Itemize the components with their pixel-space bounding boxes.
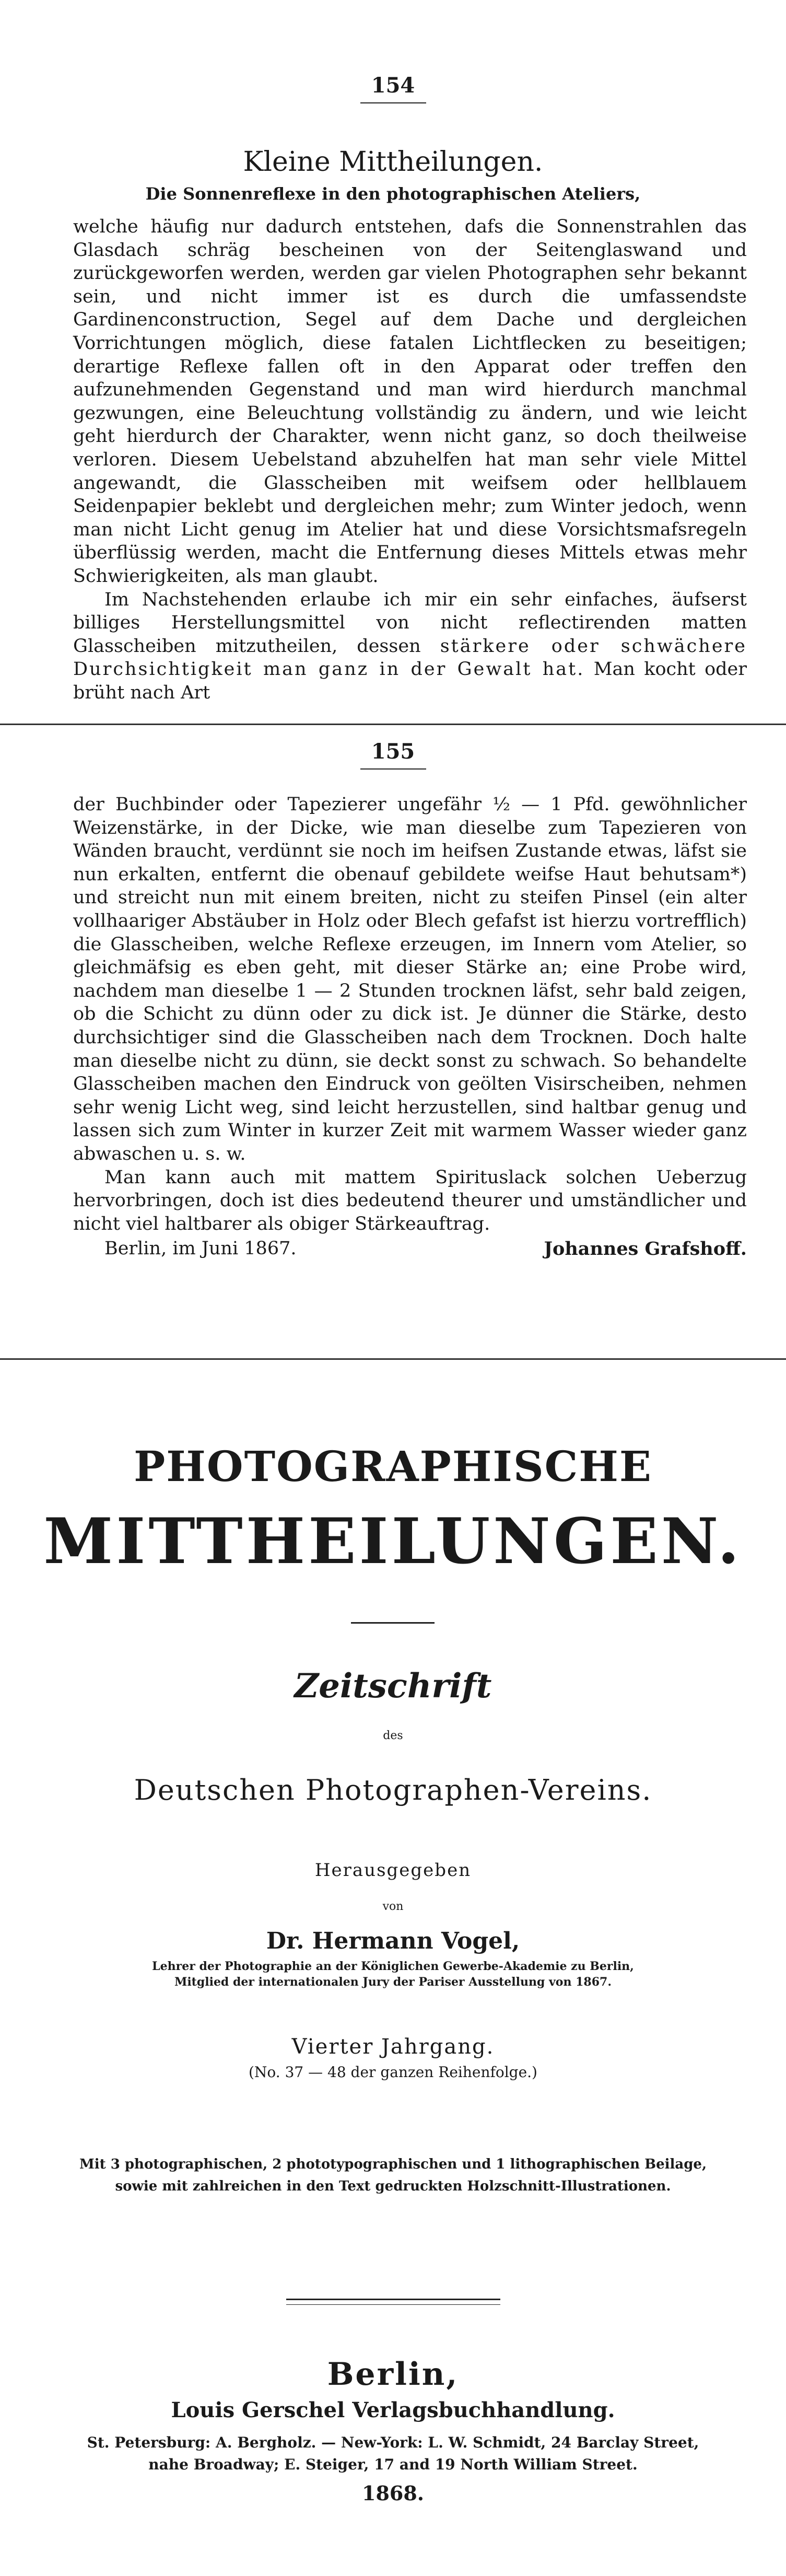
section-title: Kleine Mittheilungen. [243,146,543,178]
herausgegeben: Herausgegeben [314,1860,472,1881]
journal-title-line-2: MITTHEILUNGEN. [43,1505,743,1578]
double-rule [286,2299,500,2305]
paragraph: welche häufig nur dadurch entstehen, dafs die Sonnenstrahlen das Glasdach schräg bescheinen von der Seitenglaswand und zurückgeworfen werden, werden gar vielen Photographen sehr bekannt sein, und nicht immer ist es durch die umfassendste Gardinenconstruction, Segel auf dem Dache und dergleichen Vorrichtungen möglich, diese fatalen Lichtflecken zu beseitigen; derartige Reflexe fallen oft in den Apparat oder treffen den aufzunehmenden Gegenstand und man wird hierdurch manchmal gezwungen, eine Beleuchtung vollständig zu ändern, und wie leicht geht hierdurch der Charakter, wenn nicht ganz, so doch theilweise verloren. Diesem Uebelstand abzuhelfen hat man sehr viele Mittel angewandt, die Glasscheiben mit weifsem oder hellblauem Seidenpapier beklebt und dergleichen mehr; zum Winter jedoch, wenn man nicht Licht genug im Atelier hat und diese Vorsichtsmafsregeln überflüssig werden, macht die Entfernung dieses Mittels etwas mehr Schwierigkeiten, als man glaubt. [73,216,747,587]
volume-numbers: (No. 37 — 48 der ganzen Reihenfolge.) [249,2064,537,2081]
signature-place-date: Berlin, im Juni 1867. [104,1238,297,1259]
subtitle-zeitschrift: Zeitschrift [294,1666,492,1706]
page-divider [0,724,786,725]
article-body [73,793,747,1235]
article-body [73,215,747,704]
agents-line-2: nahe Broadway; E. Steiger, 17 and 19 North William Street. [148,2456,638,2473]
page-number: 154 [371,73,415,98]
editor-name: Dr. Hermann Vogel, [266,1928,520,1954]
publication-year: 1868. [362,2481,424,2505]
von: von [382,1900,404,1913]
spaced-text-run: stärkere oder schwächere Durchsichtigkeit man ganz in der Gewalt hat. [73,635,747,680]
page-number-rule [360,102,426,103]
signature-line [104,1238,747,1260]
paragraph: der Buchbinder oder Tapezierer ungefähr ½ — 1 Pfd. gewöhnlicher Weizenstärke, in der Dicke, wie man dieselbe zum Tapezieren von Wänden braucht, verdünnt sie noch im heifsen Zustande etwas, läfst sie nun erkalten, entfernt die obenauf gebildete weifse Haut behutsam*) und streicht nun mit einem breiten, nicht zu steifen Pinsel (ein alter vollhaariger Abstäuber in Holz oder Blech gefafst ist hierzu vortrefflich) die Glasscheiben, welche Reflexe erzeugen, im Innern vom Atelier, so gleichmäfsig es eben geht, mit dieser Stärke an; eine Probe wird, nachdem man dieselbe 1 — 2 Stunden trocknen läfst, sehr bald zeigen, ob die Schicht zu dünn oder zu dick ist. Je dünner die Stärke, desto durchsichtiger sind die Glasscheiben nach dem Trocknen. Doch halte man dieselbe nicht zu dünn, sie deckt sonst zu schwach. So behandelte Glasscheiben machen den Eindruck von geölten Visirscheiben, nehmen sehr wenig Licht weg, sind leicht herzustellen, sind haltbar genug und lassen sich zum Winter in kurzer Zeit mit warmem Wasser wieder ganz abwaschen u. s. w. [73,794,747,1164]
supplements-line-1: Mit 3 photographischen, 2 phototypographischen und 1 lithographischen Beilage, [79,2157,707,2172]
subtitle-verein: Deutschen Photographen-Vereins. [134,1774,652,1806]
paragraph: Man kann auch mit mattem Spirituslack solchen Ueberzug hervorbringen, doch ist dies bedeutend theurer und umständlicher und nicht viel haltbarer als obiger Stärkeauftrag. [73,1167,747,1234]
signature-author: Johannes Grafshoff. [544,1238,747,1260]
subtitle-des: des [383,1729,403,1742]
page-divider [0,1358,786,1360]
text-run: Man kocht oder brüht nach Art [73,659,747,703]
paragraph [73,588,747,705]
supplements-line-2: sowie mit zahlreichen in den Text gedruckten Holzschnitt-Illustrationen. [115,2178,671,2194]
agents-line-1: St. Petersburg: A. Bergholz. — New-York: L. W. Schmidt, 24 Barclay Street, [87,2434,699,2451]
volume-jahrgang: Vierter Jahrgang. [291,2035,495,2059]
page-number-rule [360,768,426,770]
editor-credential-1: Lehrer der Photographie an der Königlichen Gewerbe-Akademie zu Berlin, [152,1960,634,1973]
journal-title-line-1: PHOTOGRAPHISCHE [134,1442,652,1491]
article-title: Die Sonnenreflexe in den photographischen Ateliers, [145,184,641,204]
publisher-city: Berlin, [327,2356,459,2393]
page-number: 155 [371,739,415,764]
publisher-name: Louis Gerschel Verlagsbuchhandlung. [171,2398,615,2422]
title-rule [351,1622,435,1624]
editor-credential-2: Mitglied der internationalen Jury der Pariser Ausstellung von 1867. [174,1975,612,1989]
text-run: Im Nachstehenden erlaube ich mir ein sehr einfaches, äufserst billiges Herstellungsmittel von nicht reflectirenden matten Glasscheiben mitzutheilen, dessen [73,589,747,657]
